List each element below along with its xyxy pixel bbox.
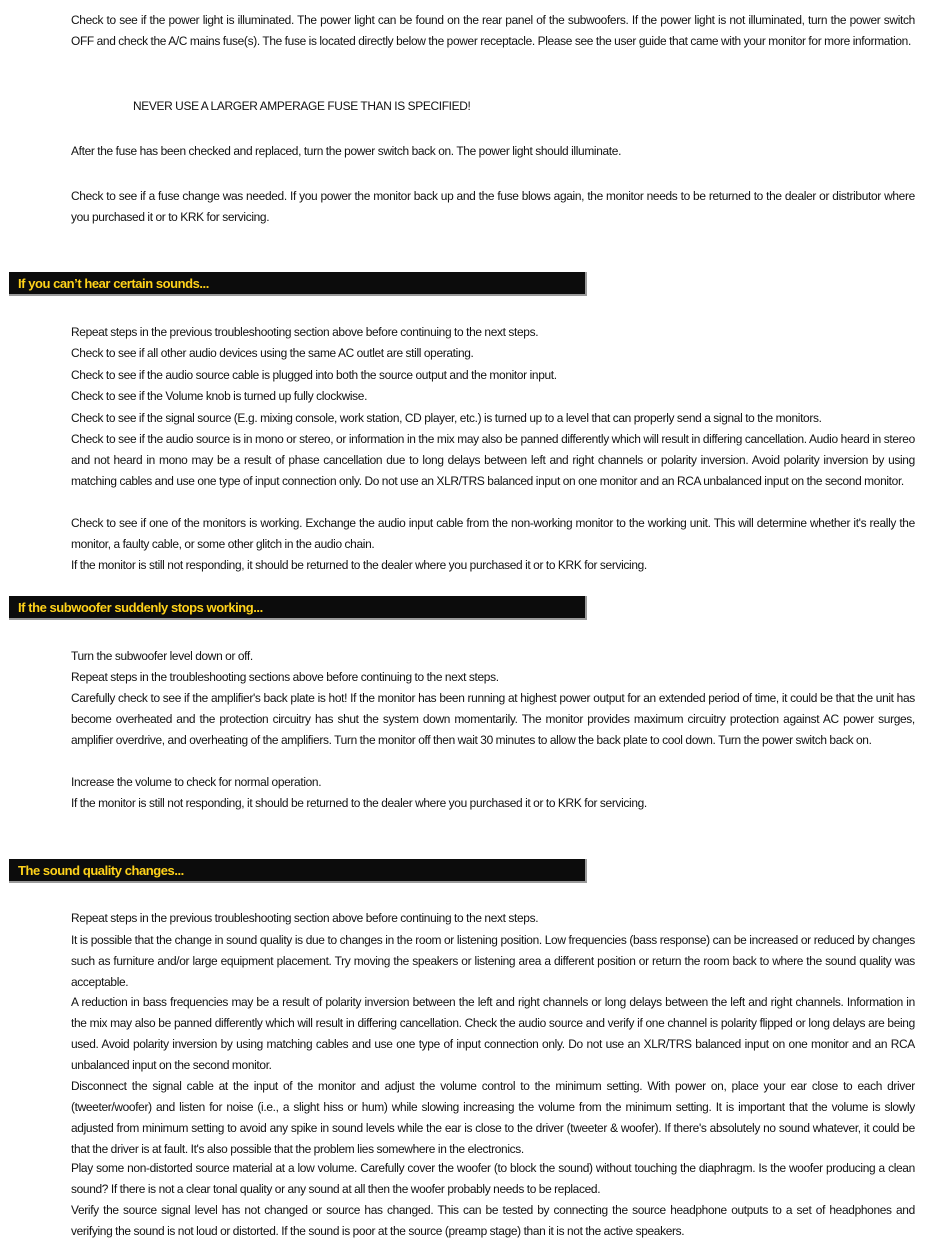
list-item: A reduction in bass frequencies may be a result of polarity inversion between the left and right channels or long delays between the left and right channels. Information in the mix may also be panned differently which will result in differing cancellation. Check the audio source and verify if one channel is polarity flipped or long delays are being used. Avoid polarity inversion by using matching cables and use one type of input connection only. Do not use an XLR/TRS balanced input on one monitor and an RCA unbalanced input on the second monitor. bbox=[71, 995, 915, 1072]
list-item: Check to see if one of the monitors is working. Exchange the audio input cable from the non-working monitor to the working unit. This will determine whether it's really the monitor, a faulty cable, or some other glitch in the audio chain. bbox=[71, 516, 915, 551]
list-item: Repeat steps in the troubleshooting sections above before continuing to the next steps. bbox=[71, 670, 499, 684]
list-item: Repeat steps in the previous troubleshooting section above before continuing to the next steps. bbox=[71, 911, 539, 925]
list-item: Verify the source signal level has not changed or source has changed. This can be tested by connecting the source headphone outputs to a set of headphones and verifying the sound is not loud or distorted. If the sound is poor at the source (preamp stage) than it is not the active speakers. bbox=[71, 1203, 915, 1238]
intro-paragraph-power-light: Check to see if the power light is illuminated. The power light can be found on the rear panel of the subwoofers. If the power light is not illuminated, turn the power switch OFF and check the A/C mains fuse(s). The fuse is located directly below the power receptacle. Please see the user guide that came with your monitor for more information. bbox=[71, 13, 915, 48]
list-item: Disconnect the signal cable at the input of the monitor and adjust the volume control to the minimum setting. With power on, place your ear close to each driver (tweeter/woofer) and listen for noise (i.e., a slight hiss or hum) while slowing increasing the volume from the minimum setting. It is important that the volume is slowly adjusted from minimum setting to avoid any spike in sound levels while the ear is close to the driver (tweeter & woofer). If there's absolutely no sound whatever, it could be that the driver is at fault. It's also possible that the problem lies somewhere in the electronics. bbox=[71, 1079, 915, 1156]
section-title: The sound quality changes... bbox=[18, 863, 184, 878]
list-item: Check to see if the Volume knob is turned up fully clockwise. bbox=[71, 389, 368, 403]
list-item: Repeat steps in the previous troubleshooting section above before continuing to the next steps. bbox=[71, 325, 539, 339]
fuse-warning: NEVER USE A LARGER AMPERAGE FUSE THAN IS SPECIFIED! bbox=[133, 99, 471, 113]
list-item: Carefully check to see if the amplifier's back plate is hot! If the monitor has been running at highest power output for an extended period of time, it could be that the unit has become overheated and the protection circuitry has shut the system down momentarily. The monitor provides maximum circuitry protection against AC power surges, amplifier overdrive, and overheating of the amplifiers. Turn the monitor off then wait 30 minutes to allow the back plate to cool down. Turn the power switch back on. bbox=[71, 691, 915, 747]
list-item: Check to see if the audio source is in mono or stereo, or information in the mix may also be panned differently which will result in differing cancellation. Audio heard in stereo and not heard in mono may be a result of phase cancellation due to long delays between left and right channels or polarity inversion. Avoid polarity inversion by using matching cables and use one type of input connection only. Do not use an XLR/TRS balanced input on one monitor and an RCA unbalanced input on the second monitor. bbox=[71, 432, 915, 488]
intro-paragraph-fuse-blows: Check to see if a fuse change was needed. If you power the monitor back up and the fuse blows again, the monitor needs to be returned to the dealer or distributor where you purchased it or to KRK for servicing. bbox=[71, 189, 915, 224]
list-item: It is possible that the change in sound quality is due to changes in the room or listening position. Low frequencies (bass response) can be increased or reduced by changes such as furniture and/or large equipment placement. Try moving the speakers or listening area a different position or return the room back to where the sound quality was acceptable. bbox=[71, 933, 915, 989]
section-title: If the subwoofer suddenly stops working... bbox=[18, 600, 263, 615]
list-item: Check to see if all other audio devices using the same AC outlet are still operating. bbox=[71, 346, 474, 360]
intro-paragraph-fuse-replaced: After the fuse has been checked and replaced, turn the power switch back on. The power light should illuminate. bbox=[71, 144, 622, 158]
list-item: Play some non-distorted source material at a low volume. Carefully cover the woofer (to block the sound) without touching the diaphragm. Is the woofer producing a clean sound? If there is not a clear tonal quality or any sound at all then the woofer probably needs to be replaced. bbox=[71, 1161, 915, 1196]
list-item: Increase the volume to check for normal operation. bbox=[71, 775, 322, 789]
list-item: Turn the subwoofer level down or off. bbox=[71, 649, 253, 663]
section-header-cant-hear bbox=[9, 272, 587, 296]
section-header-sound-quality bbox=[9, 859, 587, 883]
list-item: Check to see if the signal source (E.g. mixing console, work station, CD player, etc.) is turned up to a level that can properly send a signal to the monitors. bbox=[71, 411, 822, 425]
list-item: If the monitor is still not responding, it should be returned to the dealer where you purchased it or to KRK for servicing. bbox=[71, 558, 647, 572]
list-item: If the monitor is still not responding, it should be returned to the dealer where you purchased it or to KRK for servicing. bbox=[71, 796, 647, 810]
section-title: If you can’t hear certain sounds... bbox=[18, 276, 209, 291]
list-item: Check to see if the audio source cable is plugged into both the source output and the monitor input. bbox=[71, 368, 557, 382]
section-header-subwoofer-stops bbox=[9, 596, 587, 620]
